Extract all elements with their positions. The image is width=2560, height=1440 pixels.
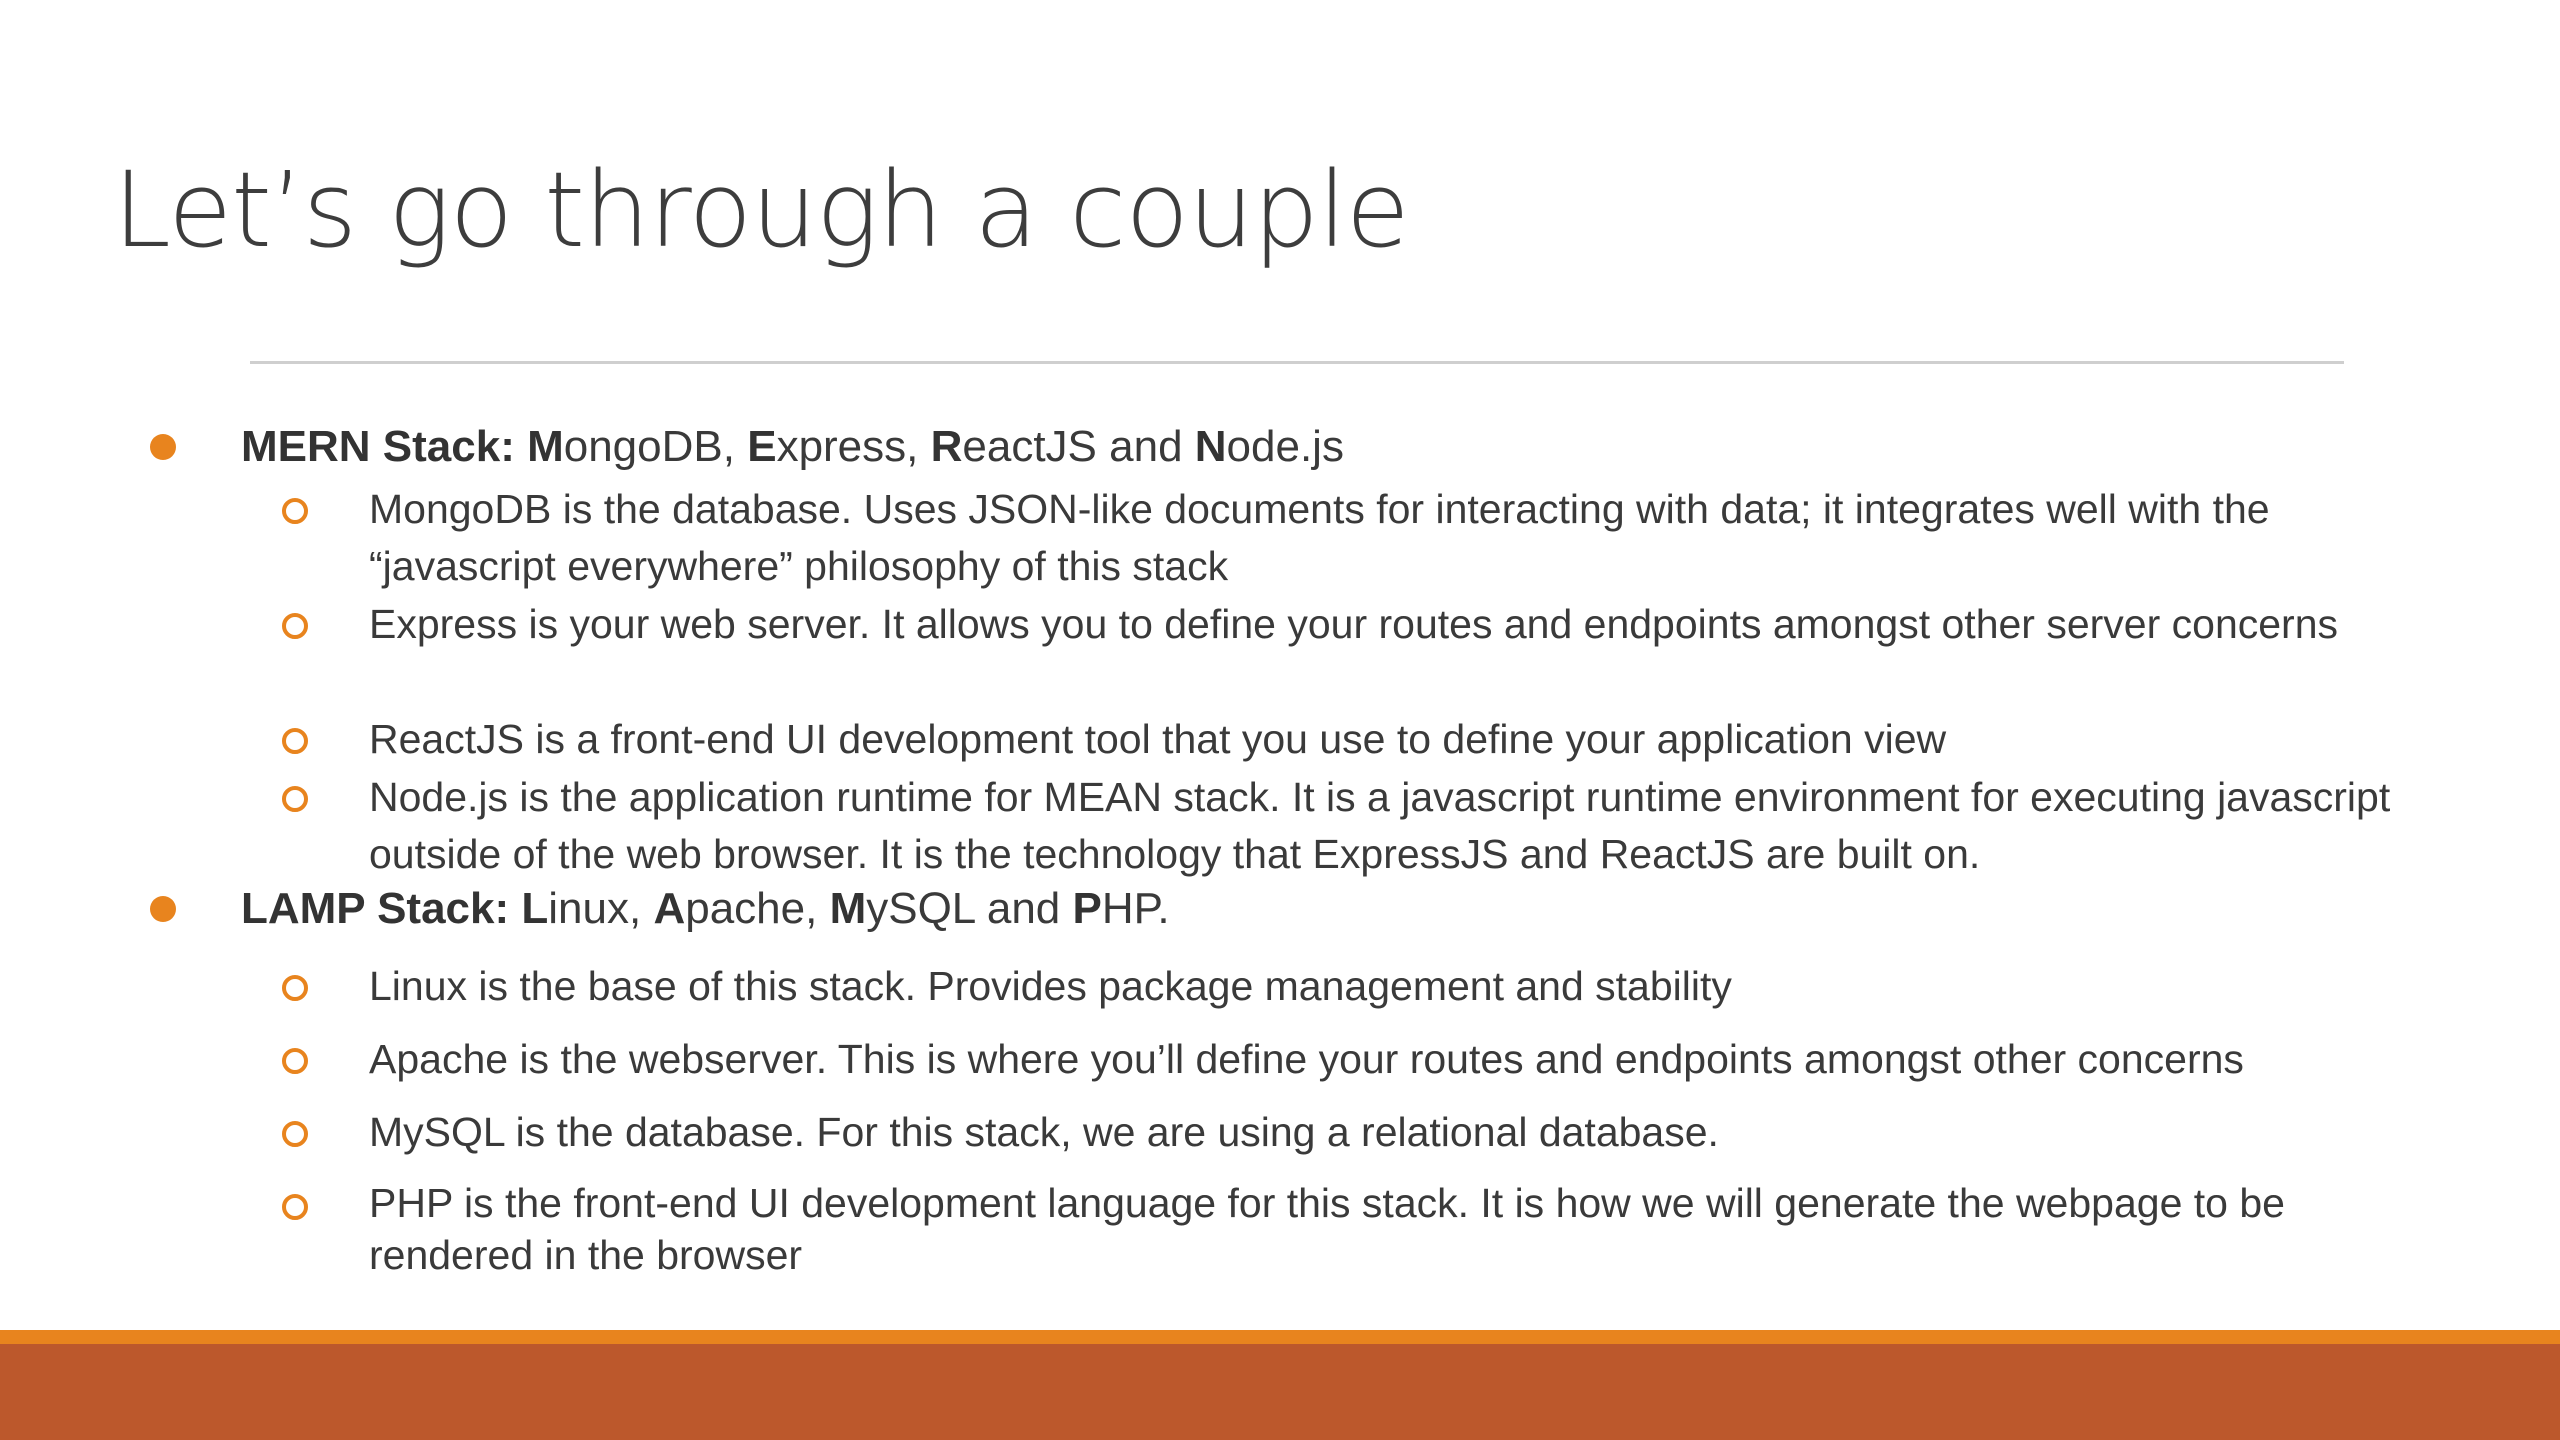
bullet-dot-icon xyxy=(150,434,176,460)
sub-bullet-text: MySQL is the database. For this stack, we are using a relational database. xyxy=(369,1109,1719,1155)
slide-title: Let’s go through a couple xyxy=(113,149,1409,271)
sub-bullet-text: ReactJS is a front-end UI development tool that you use to define your application view xyxy=(369,716,1947,762)
bullet-ring-icon xyxy=(282,613,308,639)
bullet-ring-icon xyxy=(282,1121,308,1147)
bullet-heading-mern: MERN Stack: MongoDB, Express, ReactJS and Node.js xyxy=(241,422,1344,471)
bullet-dot-icon xyxy=(150,896,176,922)
sub-bullet-text: Express is your web server. It allows you to define your routes and endpoints amongst other server concerns xyxy=(369,601,2339,647)
footer-accent-line xyxy=(0,1330,2560,1344)
bullet-ring-icon xyxy=(282,1194,308,1220)
sub-bullet-text: PHP is the front-end UI development language for this stack. It is how we will generate the webpage to be rendered in the browser xyxy=(369,1180,2285,1278)
sub-bullet-text: MongoDB is the database. Uses JSON-like documents for interacting with data; it integrates well with the “javascript everywhere” philosophy of this stack xyxy=(369,486,2270,589)
bullet-ring-icon xyxy=(282,1048,308,1074)
bullet-ring-icon xyxy=(282,975,308,1001)
sub-bullet-text: Node.js is the application runtime for MEAN stack. It is a javascript runtime environment for executing javascript outside of the web browser. It is the technology that ExpressJS and ReactJS are built on. xyxy=(369,774,2391,877)
title-divider xyxy=(250,361,2344,364)
bullet-heading-lamp: LAMP Stack: Linux, Apache, MySQL and PHP. xyxy=(241,884,1170,933)
sub-bullet-text: Linux is the base of this stack. Provides package management and stability xyxy=(369,963,1732,1009)
footer-band xyxy=(0,1344,2560,1440)
bullet-ring-icon xyxy=(282,728,308,754)
bullet-ring-icon xyxy=(282,786,308,812)
bullet-ring-icon xyxy=(282,498,308,524)
sub-bullet-text: Apache is the webserver. This is where you’ll define your routes and endpoints amongst other concerns xyxy=(369,1036,2244,1082)
